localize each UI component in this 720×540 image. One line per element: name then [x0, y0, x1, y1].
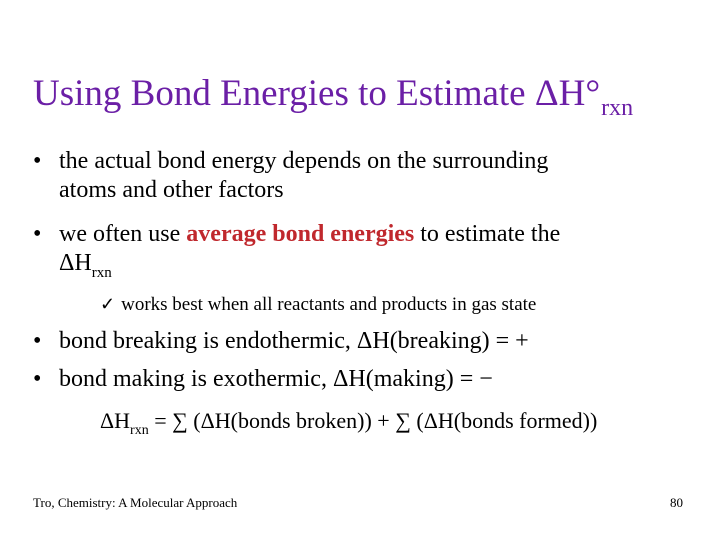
- bullet-item-2: [33, 220, 693, 280]
- check-item-text: works best when all reactants and products in gas state: [121, 294, 537, 315]
- bullet-2-delta-h: ΔH: [59, 250, 92, 276]
- bullet-item-4: [33, 365, 693, 395]
- equation-lhs: ΔH: [100, 408, 131, 433]
- equation-rhs: = ∑ (ΔH(bonds broken)) + ∑ (ΔH(bonds formed)): [148, 408, 598, 433]
- bullet-icon: •: [33, 148, 42, 174]
- enthalpy-equation: [100, 407, 597, 439]
- bullet-item-3: [33, 327, 693, 357]
- bullet-icon: •: [33, 366, 42, 392]
- bullet-3-text: bond breaking is endothermic, ΔH(breaking) = +: [59, 328, 529, 354]
- bullet-2-line-1: [59, 220, 560, 249]
- equation-lhs-subscript: rxn: [130, 423, 149, 438]
- slide-title-subscript: rxn: [601, 95, 634, 121]
- bullet-2-text-after: to estimate the: [414, 221, 561, 247]
- bullet-1-line-1: the actual bond energy depends on the surrounding: [59, 148, 549, 174]
- bullet-icon: •: [33, 221, 42, 247]
- bullet-1-line-2: atoms and other factors: [59, 177, 284, 203]
- bullet-2-text-before: we often use: [59, 221, 187, 247]
- bullet-2-highlight: average bond energies: [186, 221, 415, 247]
- bullet-2-subscript: rxn: [91, 265, 112, 281]
- checkmark-icon: ✓: [100, 294, 116, 314]
- page-number: 80: [670, 495, 683, 510]
- slide-title-text: Using Bond Energies to Estimate ΔH°: [33, 73, 601, 114]
- bullet-4-text: bond making is exothermic, ΔH(making) = −: [59, 366, 493, 392]
- bullet-icon: •: [33, 328, 42, 354]
- footer-source: Tro, Chemistry: A Molecular Approach: [33, 495, 238, 510]
- check-sub-item: [100, 292, 536, 317]
- bullet-item-1: [33, 147, 693, 207]
- slide-title: [33, 72, 633, 120]
- bullet-2-line-2: [59, 249, 112, 281]
